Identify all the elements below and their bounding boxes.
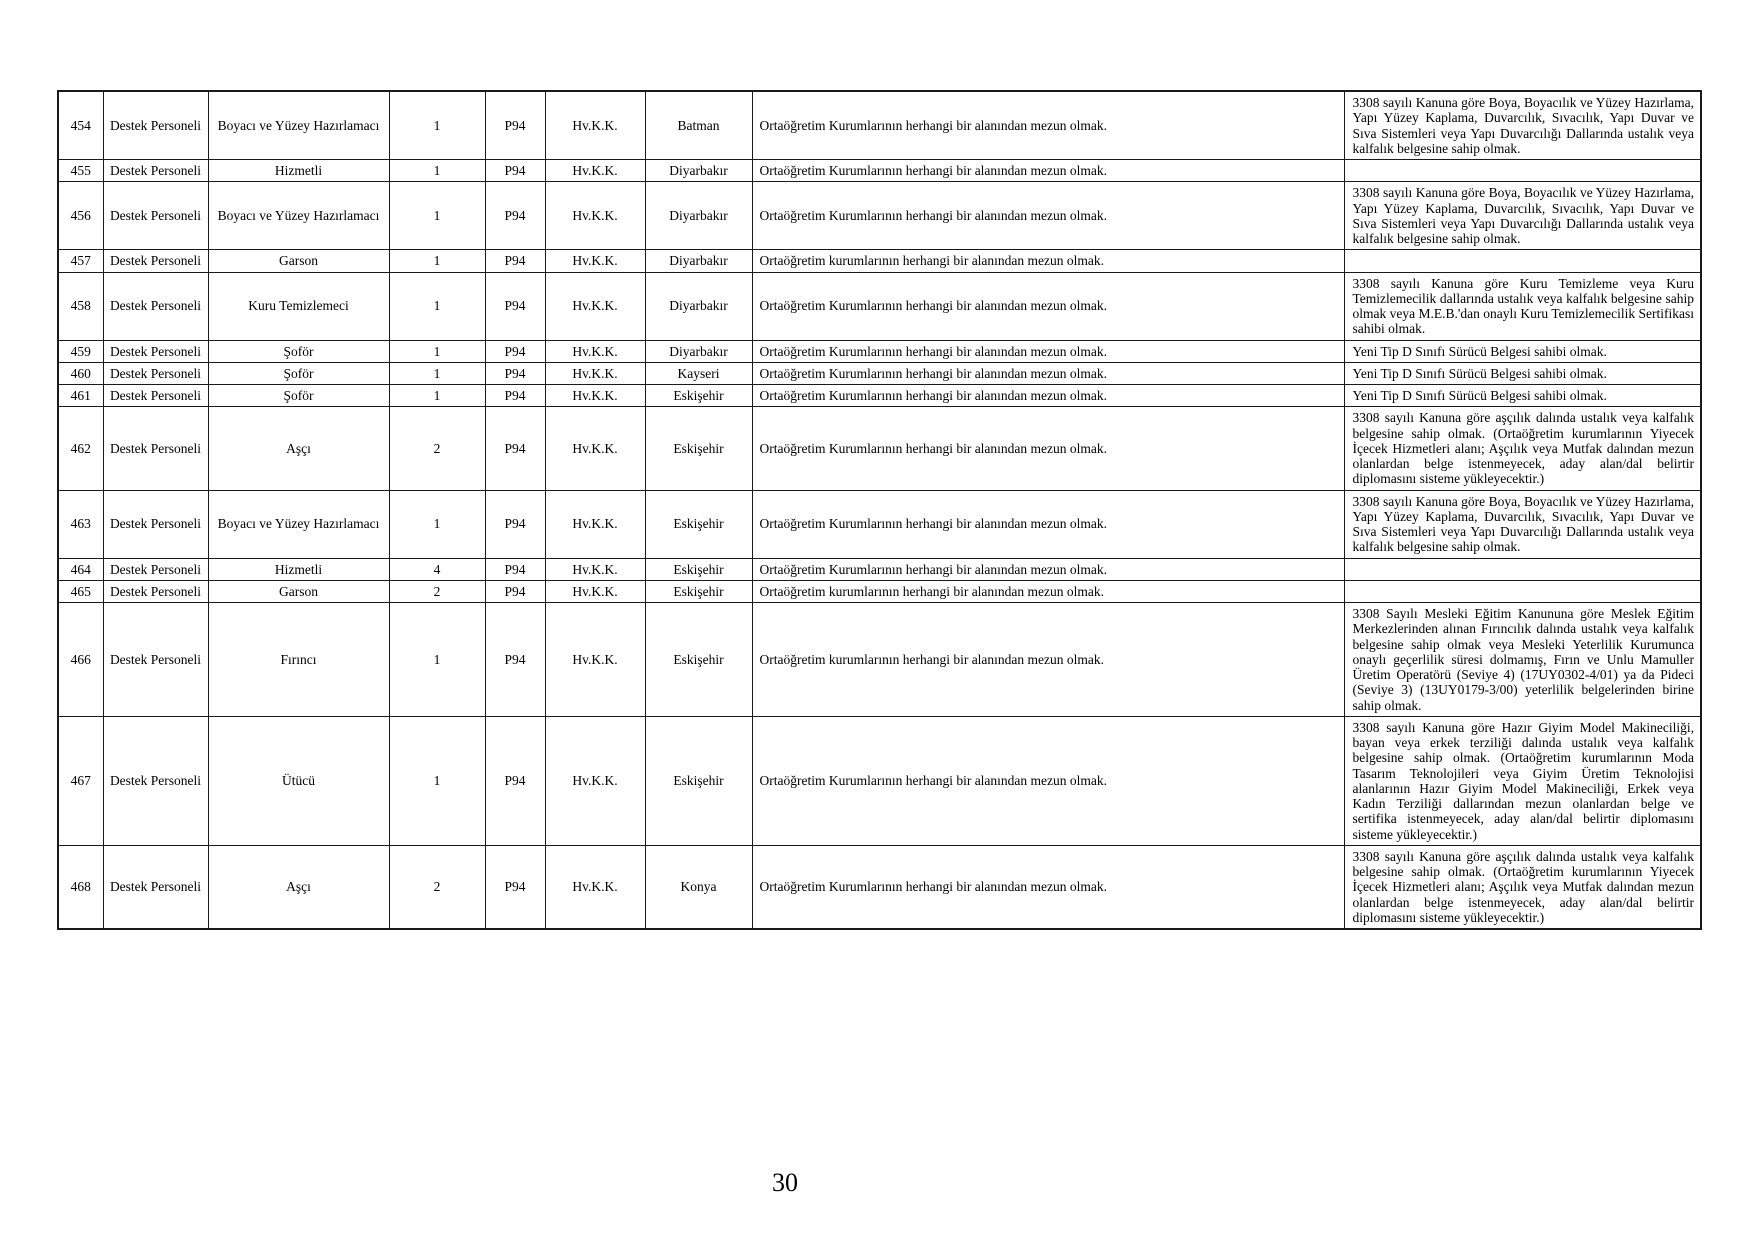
cell-force: Hv.K.K. [545, 407, 645, 490]
cell-unit: Destek Personeli [103, 91, 208, 160]
cell-unit: Destek Personeli [103, 160, 208, 182]
cell-count: 1 [389, 272, 485, 340]
page-number: 30 [772, 1168, 798, 1197]
cell-code: P94 [485, 385, 545, 407]
cell-code: P94 [485, 272, 545, 340]
cell-force: Hv.K.K. [545, 362, 645, 384]
cell-row-number: 459 [58, 340, 103, 362]
cell-detail: 3308 sayılı Kanuna göre aşçılık dalında ustalık veya kalfalık belgesine sahip olmak. (Ortaöğretim kurumlarının Yiyecek İçecek Hizmetleri alanı; Aşçılık veya Mutfak dalından mezun olanlardan belge istenmeyecek, aday alan/dal belirtir diplomasını sisteme yükleyecektir.) [1344, 845, 1701, 929]
cell-count: 2 [389, 407, 485, 490]
table-row [58, 490, 1701, 558]
cell-force: Hv.K.K. [545, 272, 645, 340]
cell-unit: Destek Personeli [103, 845, 208, 929]
cell-row-number: 454 [58, 91, 103, 160]
cell-detail [1344, 250, 1701, 272]
cell-code: P94 [485, 182, 545, 250]
cell-force: Hv.K.K. [545, 490, 645, 558]
cell-count: 1 [389, 362, 485, 384]
cell-position: Kuru Temizlemeci [208, 272, 389, 340]
cell-code: P94 [485, 845, 545, 929]
cell-count: 2 [389, 845, 485, 929]
cell-city: Eskişehir [645, 716, 752, 845]
cell-position: Fırıncı [208, 603, 389, 717]
cell-detail: 3308 sayılı Kanuna göre aşçılık dalında ustalık veya kalfalık belgesine sahip olmak. (Ortaöğretim kurumlarının Yiyecek İçecek Hizmetleri alanı; Aşçılık veya Mutfak dalından mezun olanlardan belge istenmeyecek, aday alan/dal belirtir diplomasını sisteme yükleyecektir.) [1344, 407, 1701, 490]
cell-code: P94 [485, 716, 545, 845]
cell-row-number: 456 [58, 182, 103, 250]
cell-city: Diyarbakır [645, 272, 752, 340]
cell-detail: 3308 sayılı Kanuna göre Boya, Boyacılık ve Yüzey Hazırlama, Yapı Yüzey Kaplama, Duvarcılık, Sıvacılık, Yapı Duvar ve Sıva Sistemleri veya Yapı Duvarcılığı Dallarında ustalık veya kalfalık belgesine sahip olmak. [1344, 490, 1701, 558]
cell-requirement: Ortaöğretim Kurumlarının herhangi bir alanından mezun olmak. [752, 490, 1344, 558]
table-row [58, 272, 1701, 340]
cell-code: P94 [485, 362, 545, 384]
cell-force: Hv.K.K. [545, 91, 645, 160]
cell-force: Hv.K.K. [545, 845, 645, 929]
cell-count: 1 [389, 340, 485, 362]
cell-detail [1344, 160, 1701, 182]
cell-detail: Yeni Tip D Sınıfı Sürücü Belgesi sahibi olmak. [1344, 362, 1701, 384]
cell-code: P94 [485, 580, 545, 602]
cell-requirement: Ortaöğretim Kurumlarının herhangi bir alanından mezun olmak. [752, 716, 1344, 845]
cell-city: Diyarbakır [645, 160, 752, 182]
table-row [58, 362, 1701, 384]
cell-force: Hv.K.K. [545, 603, 645, 717]
cell-row-number: 458 [58, 272, 103, 340]
cell-position: Aşçı [208, 845, 389, 929]
cell-row-number: 463 [58, 490, 103, 558]
cell-position: Hizmetli [208, 558, 389, 580]
cell-code: P94 [485, 340, 545, 362]
cell-requirement: Ortaöğretim Kurumlarının herhangi bir alanından mezun olmak. [752, 272, 1344, 340]
cell-force: Hv.K.K. [545, 182, 645, 250]
cell-city: Diyarbakır [645, 340, 752, 362]
cell-detail: 3308 sayılı Kanuna göre Hazır Giyim Model Makineciliği, bayan veya erkek terziliği dalında ustalık veya kalfalık belgesine sahip olmak. (Ortaöğretim kurumlarının Moda Tasarım Teknolojileri veya Giyim Üretim Teknolojisi alanlarının Hazır Giyim Model Makineciliği, Erkek veya Kadın Terziliği dallarından mezun olanlardan belge ve sertifika istenmeyecek, aday alan/dal belirtir diplomasını sisteme yükleyecektir.) [1344, 716, 1701, 845]
cell-row-number: 464 [58, 558, 103, 580]
cell-city: Diyarbakır [645, 250, 752, 272]
cell-requirement: Ortaöğretim kurumlarının herhangi bir alanından mezun olmak. [752, 580, 1344, 602]
cell-requirement: Ortaöğretim Kurumlarının herhangi bir alanından mezun olmak. [752, 558, 1344, 580]
cell-row-number: 460 [58, 362, 103, 384]
cell-row-number: 465 [58, 580, 103, 602]
cell-city: Eskişehir [645, 603, 752, 717]
cell-city: Eskişehir [645, 385, 752, 407]
cell-code: P94 [485, 160, 545, 182]
cell-city: Kayseri [645, 362, 752, 384]
cell-code: P94 [485, 558, 545, 580]
cell-unit: Destek Personeli [103, 716, 208, 845]
cell-position: Boyacı ve Yüzey Hazırlamacı [208, 182, 389, 250]
cell-position: Garson [208, 580, 389, 602]
cell-city: Eskişehir [645, 407, 752, 490]
cell-requirement: Ortaöğretim Kurumlarının herhangi bir alanından mezun olmak. [752, 182, 1344, 250]
cell-requirement: Ortaöğretim Kurumlarının herhangi bir alanından mezun olmak. [752, 160, 1344, 182]
cell-requirement: Ortaöğretim Kurumlarının herhangi bir alanından mezun olmak. [752, 385, 1344, 407]
cell-position: Hizmetli [208, 160, 389, 182]
cell-count: 4 [389, 558, 485, 580]
cell-count: 1 [389, 385, 485, 407]
cell-code: P94 [485, 250, 545, 272]
cell-requirement: Ortaöğretim Kurumlarının herhangi bir alanından mezun olmak. [752, 845, 1344, 929]
table-row [58, 407, 1701, 490]
cell-requirement: Ortaöğretim kurumlarının herhangi bir alanından mezun olmak. [752, 250, 1344, 272]
table-row [58, 558, 1701, 580]
cell-unit: Destek Personeli [103, 272, 208, 340]
cell-requirement: Ortaöğretim Kurumlarının herhangi bir alanından mezun olmak. [752, 362, 1344, 384]
cell-position: Şoför [208, 362, 389, 384]
positions-table [57, 90, 1702, 930]
cell-force: Hv.K.K. [545, 558, 645, 580]
table-row [58, 250, 1701, 272]
cell-detail: 3308 sayılı Kanuna göre Kuru Temizleme veya Kuru Temizlemecilik dallarında ustalık veya kalfalık belgesine sahip olmak veya M.E.B.'dan onaylı Kuru Temizlemecilik Sertifikası sahibi olmak. [1344, 272, 1701, 340]
cell-requirement: Ortaöğretim Kurumlarının herhangi bir alanından mezun olmak. [752, 407, 1344, 490]
cell-detail: Yeni Tip D Sınıfı Sürücü Belgesi sahibi olmak. [1344, 340, 1701, 362]
cell-code: P94 [485, 91, 545, 160]
cell-count: 2 [389, 580, 485, 602]
table-row [58, 91, 1701, 160]
cell-count: 1 [389, 160, 485, 182]
cell-force: Hv.K.K. [545, 250, 645, 272]
cell-unit: Destek Personeli [103, 340, 208, 362]
cell-count: 1 [389, 490, 485, 558]
cell-row-number: 466 [58, 603, 103, 717]
cell-unit: Destek Personeli [103, 580, 208, 602]
cell-force: Hv.K.K. [545, 580, 645, 602]
cell-unit: Destek Personeli [103, 385, 208, 407]
cell-code: P94 [485, 490, 545, 558]
cell-unit: Destek Personeli [103, 603, 208, 717]
cell-row-number: 457 [58, 250, 103, 272]
cell-unit: Destek Personeli [103, 182, 208, 250]
table-row [58, 160, 1701, 182]
table-row [58, 340, 1701, 362]
cell-force: Hv.K.K. [545, 340, 645, 362]
table-row [58, 716, 1701, 845]
cell-row-number: 467 [58, 716, 103, 845]
cell-unit: Destek Personeli [103, 407, 208, 490]
cell-unit: Destek Personeli [103, 490, 208, 558]
cell-city: Eskişehir [645, 580, 752, 602]
cell-city: Konya [645, 845, 752, 929]
table-row [58, 580, 1701, 602]
cell-requirement: Ortaöğretim Kurumlarının herhangi bir alanından mezun olmak. [752, 340, 1344, 362]
cell-row-number: 461 [58, 385, 103, 407]
cell-position: Boyacı ve Yüzey Hazırlamacı [208, 91, 389, 160]
cell-position: Şoför [208, 385, 389, 407]
cell-detail: 3308 Sayılı Mesleki Eğitim Kanununa göre Meslek Eğitim Merkezlerinden alınan Fırıncılık dalında ustalık veya kalfalık belgesine sahip olmak veya Mesleki Yeterlilik Kurumunca onaylı geçerlilik süresi dolmamış, Fırın ve Unlu Mamuller Üretim Operatörü (Seviye 4) (17UY0302-4/01) ya da Pideci (Seviye 3) (13UY0179-3/00) yeterlilik belgelerinden birine sahip olmak. [1344, 603, 1701, 717]
cell-code: P94 [485, 407, 545, 490]
cell-city: Eskişehir [645, 490, 752, 558]
cell-position: Boyacı ve Yüzey Hazırlamacı [208, 490, 389, 558]
cell-force: Hv.K.K. [545, 160, 645, 182]
cell-detail [1344, 558, 1701, 580]
table-row [58, 385, 1701, 407]
cell-city: Batman [645, 91, 752, 160]
cell-requirement: Ortaöğretim kurumlarının herhangi bir alanından mezun olmak. [752, 603, 1344, 717]
cell-detail: 3308 sayılı Kanuna göre Boya, Boyacılık ve Yüzey Hazırlama, Yapı Yüzey Kaplama, Duvarcılık, Sıvacılık, Yapı Duvar ve Sıva Sistemleri veya Yapı Duvarcılığı Dallarında ustalık veya kalfalık belgesine sahip olmak. [1344, 91, 1701, 160]
cell-force: Hv.K.K. [545, 716, 645, 845]
cell-position: Ütücü [208, 716, 389, 845]
cell-detail: 3308 sayılı Kanuna göre Boya, Boyacılık ve Yüzey Hazırlama, Yapı Yüzey Kaplama, Duvarcılık, Sıvacılık, Yapı Duvar ve Sıva Sistemleri veya Yapı Duvarcılığı Dallarında ustalık veya kalfalık belgesine sahip olmak. [1344, 182, 1701, 250]
cell-code: P94 [485, 603, 545, 717]
cell-count: 1 [389, 603, 485, 717]
cell-count: 1 [389, 250, 485, 272]
table-row [58, 603, 1701, 717]
cell-unit: Destek Personeli [103, 250, 208, 272]
cell-position: Garson [208, 250, 389, 272]
cell-count: 1 [389, 182, 485, 250]
cell-city: Diyarbakır [645, 182, 752, 250]
cell-count: 1 [389, 91, 485, 160]
cell-position: Aşçı [208, 407, 389, 490]
positions-table-body [58, 91, 1701, 929]
cell-city: Eskişehir [645, 558, 752, 580]
cell-detail: Yeni Tip D Sınıfı Sürücü Belgesi sahibi olmak. [1344, 385, 1701, 407]
cell-row-number: 468 [58, 845, 103, 929]
cell-count: 1 [389, 716, 485, 845]
cell-requirement: Ortaöğretim Kurumlarının herhangi bir alanından mezun olmak. [752, 91, 1344, 160]
table-row [58, 182, 1701, 250]
table-row [58, 845, 1701, 929]
cell-force: Hv.K.K. [545, 385, 645, 407]
cell-row-number: 455 [58, 160, 103, 182]
cell-position: Şoför [208, 340, 389, 362]
cell-row-number: 462 [58, 407, 103, 490]
cell-detail [1344, 580, 1701, 602]
cell-unit: Destek Personeli [103, 558, 208, 580]
cell-unit: Destek Personeli [103, 362, 208, 384]
